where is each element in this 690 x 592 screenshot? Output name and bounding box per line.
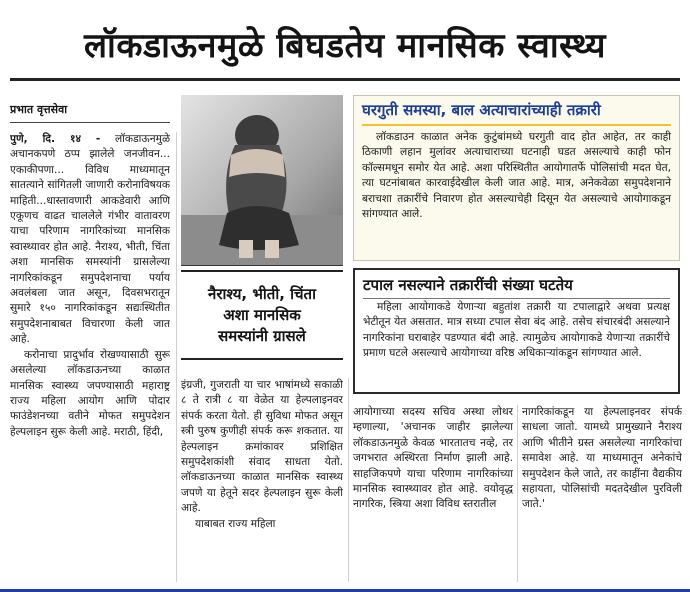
article-paragraph (10, 132, 170, 348)
column-divider (517, 405, 518, 582)
sad-woman-photo-icon (181, 95, 343, 265)
photo-caption (181, 270, 343, 360)
headline-rule (10, 78, 680, 81)
article-paragraph: करोनाचा प्रादुर्भाव रोखण्यासाठी सुरू असलेल्या लॉकडाऊनच्या काळात मानसिक स्वास्थ्य जपण्यासाठी महाराष्ट्र राज्य महिला आयोग आणि पोदार फाउंडेशनच्या वतीने मोफत समुपदेशन हेल्पलाइन सुरू केली आहे. मराठी, हिंदी, (10, 348, 170, 438)
sidebar-title-rule (362, 124, 671, 126)
article-paragraph: नागरिकांकडून या हेल्पलाइनवर संपर्क साधला जातो. यामध्ये प्रामुख्याने नैराश्य आणि भीतीने ग्रस्त असलेल्या नागरिकांचा समावेश आहे. या माध्यमातून अनेकांचे समुपदेशन केले जाते, तर काहींना वैद्यकीय सहायता, पोलिसांची मदतदेखील पुरविली जाते.' (522, 406, 682, 511)
caption-line: अशा मानसिक (223, 305, 301, 324)
sidebar-text (363, 300, 670, 362)
sidebar-title: टपाल नसल्याने तक्रारींची संख्या घटतेय (363, 276, 573, 294)
sidebar-paragraph: महिला आयोगाकडे येणाऱ्या बहुतांश तक्रारी या टपालाद्वारे अथवा प्रत्यक्ष भेटीतून येत असतात. मात्र सध्या टपाल सेवा बंद आहे. तसेच संचारबंदी असल्याने नागरिकांना घराबाहेर पडण्यात बंदी आहे. त्यामुळेच आयोगाकडे येणाऱ्या तक्रारींचे प्रमाण घटले असल्याचे आयोगाच्या वरिष्ठ अधिकाऱ्यांकडून सांगण्यात आले. (363, 301, 670, 360)
column-divider (348, 378, 349, 582)
article-column-3 (353, 405, 513, 582)
sidebar-box-domestic-issues (353, 95, 680, 261)
sidebar-paragraph: लॉकडाउन काळात अनेक कुटुंबांमध्ये घरगुती वाद होत आहेत, तर काही ठिकाणी लहान मुलांवर अत्याचाराच्या घटनाही घडत असल्याचे काही फोन कॉल्समधून समोर येत आहे. अशा परिस्थितीत आयोगातर्फे पोलिसांची मदत घेत, त्या घटनांबाबत कारवाईदेखील केली जात आहे. मात्र, अनेकवेळा समुपदेशनाने बराचशा तक्रारींचे निवारण होत असल्याचेही दिसून येत असल्याचे आयोगाकडून सांगण्यात आले. (362, 131, 671, 221)
sidebar-text (362, 130, 671, 222)
caption-line: नैराश्य, भीती, चिंता (208, 284, 316, 303)
article-column-4 (522, 405, 682, 582)
sidebar-title-rule (363, 298, 670, 299)
sidebar-box-postal-complaints (353, 268, 680, 394)
article-paragraph: याबाबत राज्य महिला (195, 517, 276, 530)
byline: प्रभात वृत्तसेवा (10, 103, 68, 116)
dateline: पुणे, दि. १४ - (10, 133, 101, 145)
article-photo (181, 95, 343, 266)
article-column-2 (181, 378, 343, 582)
sidebar-title: घरगुती समस्या, बाल अत्याचारांच्याही तक्रारी (362, 101, 601, 119)
article-column-1 (10, 132, 170, 582)
article-paragraph: इंग्रजी, गुजराती या चार भाषांमध्ये सकाळी ८ ते रात्री ८ या वेळेत या हेल्पलाइनवर संपर्क करता येतो. ही सुविधा मोफत असून स्त्री पुरुष कुणीही संपर्क करू शकतात. या हेल्पलाइन क्रमांकावर प्रशिक्षित समुपदेशकांशी संवाद साधता येतो. लॉकडाऊनच्या काळात मानसिक स्वास्थ्य जपणे या हेतूने सदर हेल्पलाइन सुरू केली आहे. (181, 379, 343, 515)
caption-line: समस्यांनी ग्रासले (218, 326, 306, 345)
paragraph-text: लॉकडाऊनमुळे अचानकपणे ठप्प झालेले जनजीवन... एकाकीपणा... विविध माध्यमातून सातत्याने सांगितली जाणारी करोनाविषयक माहिती...धास्तावणारी आकडेवारी आणि एकूणच वाढत चाललेले गंभीर वातावरण याचा परिणाम नागरिकांच्या मानसिक स्वास्थ्यावर होत आहे. नैराश्य, भीती, चिंता अशा मानसिक समस्यांनी ग्रासलेल्या नागरिकांकडून समुपदेशनाचा पर्याय अवलंबला जात असून, दिवसभरातून सुमारे १५० नागरिकांकडून सद्यःस्थितीत समुपदेशनाबाबत विचारणा केली जात आहे. (10, 133, 170, 346)
article-paragraph: आयोगाच्या सदस्य सचिव अस्था लोथर म्हणाल्या, 'अचानक जाहीर झालेल्या लॉकडाऊनमुळे केवळ भारतातच नव्हे, तर जगभरात अस्थिरता निर्माण झाली आहे. साहजिकपणे याचा परिणाम नागरिकांच्या मानसिक स्वास्थ्यावर होत आहे. वयोवृद्ध नागरिक, स्त्रिया अशा विविध स्तरातील (353, 406, 513, 511)
headline: लॉकडाऊनमुळे बिघडतेय मानसिक स्वास्थ्य (83, 26, 607, 66)
byline-rule (10, 122, 170, 123)
column-divider (176, 132, 177, 582)
